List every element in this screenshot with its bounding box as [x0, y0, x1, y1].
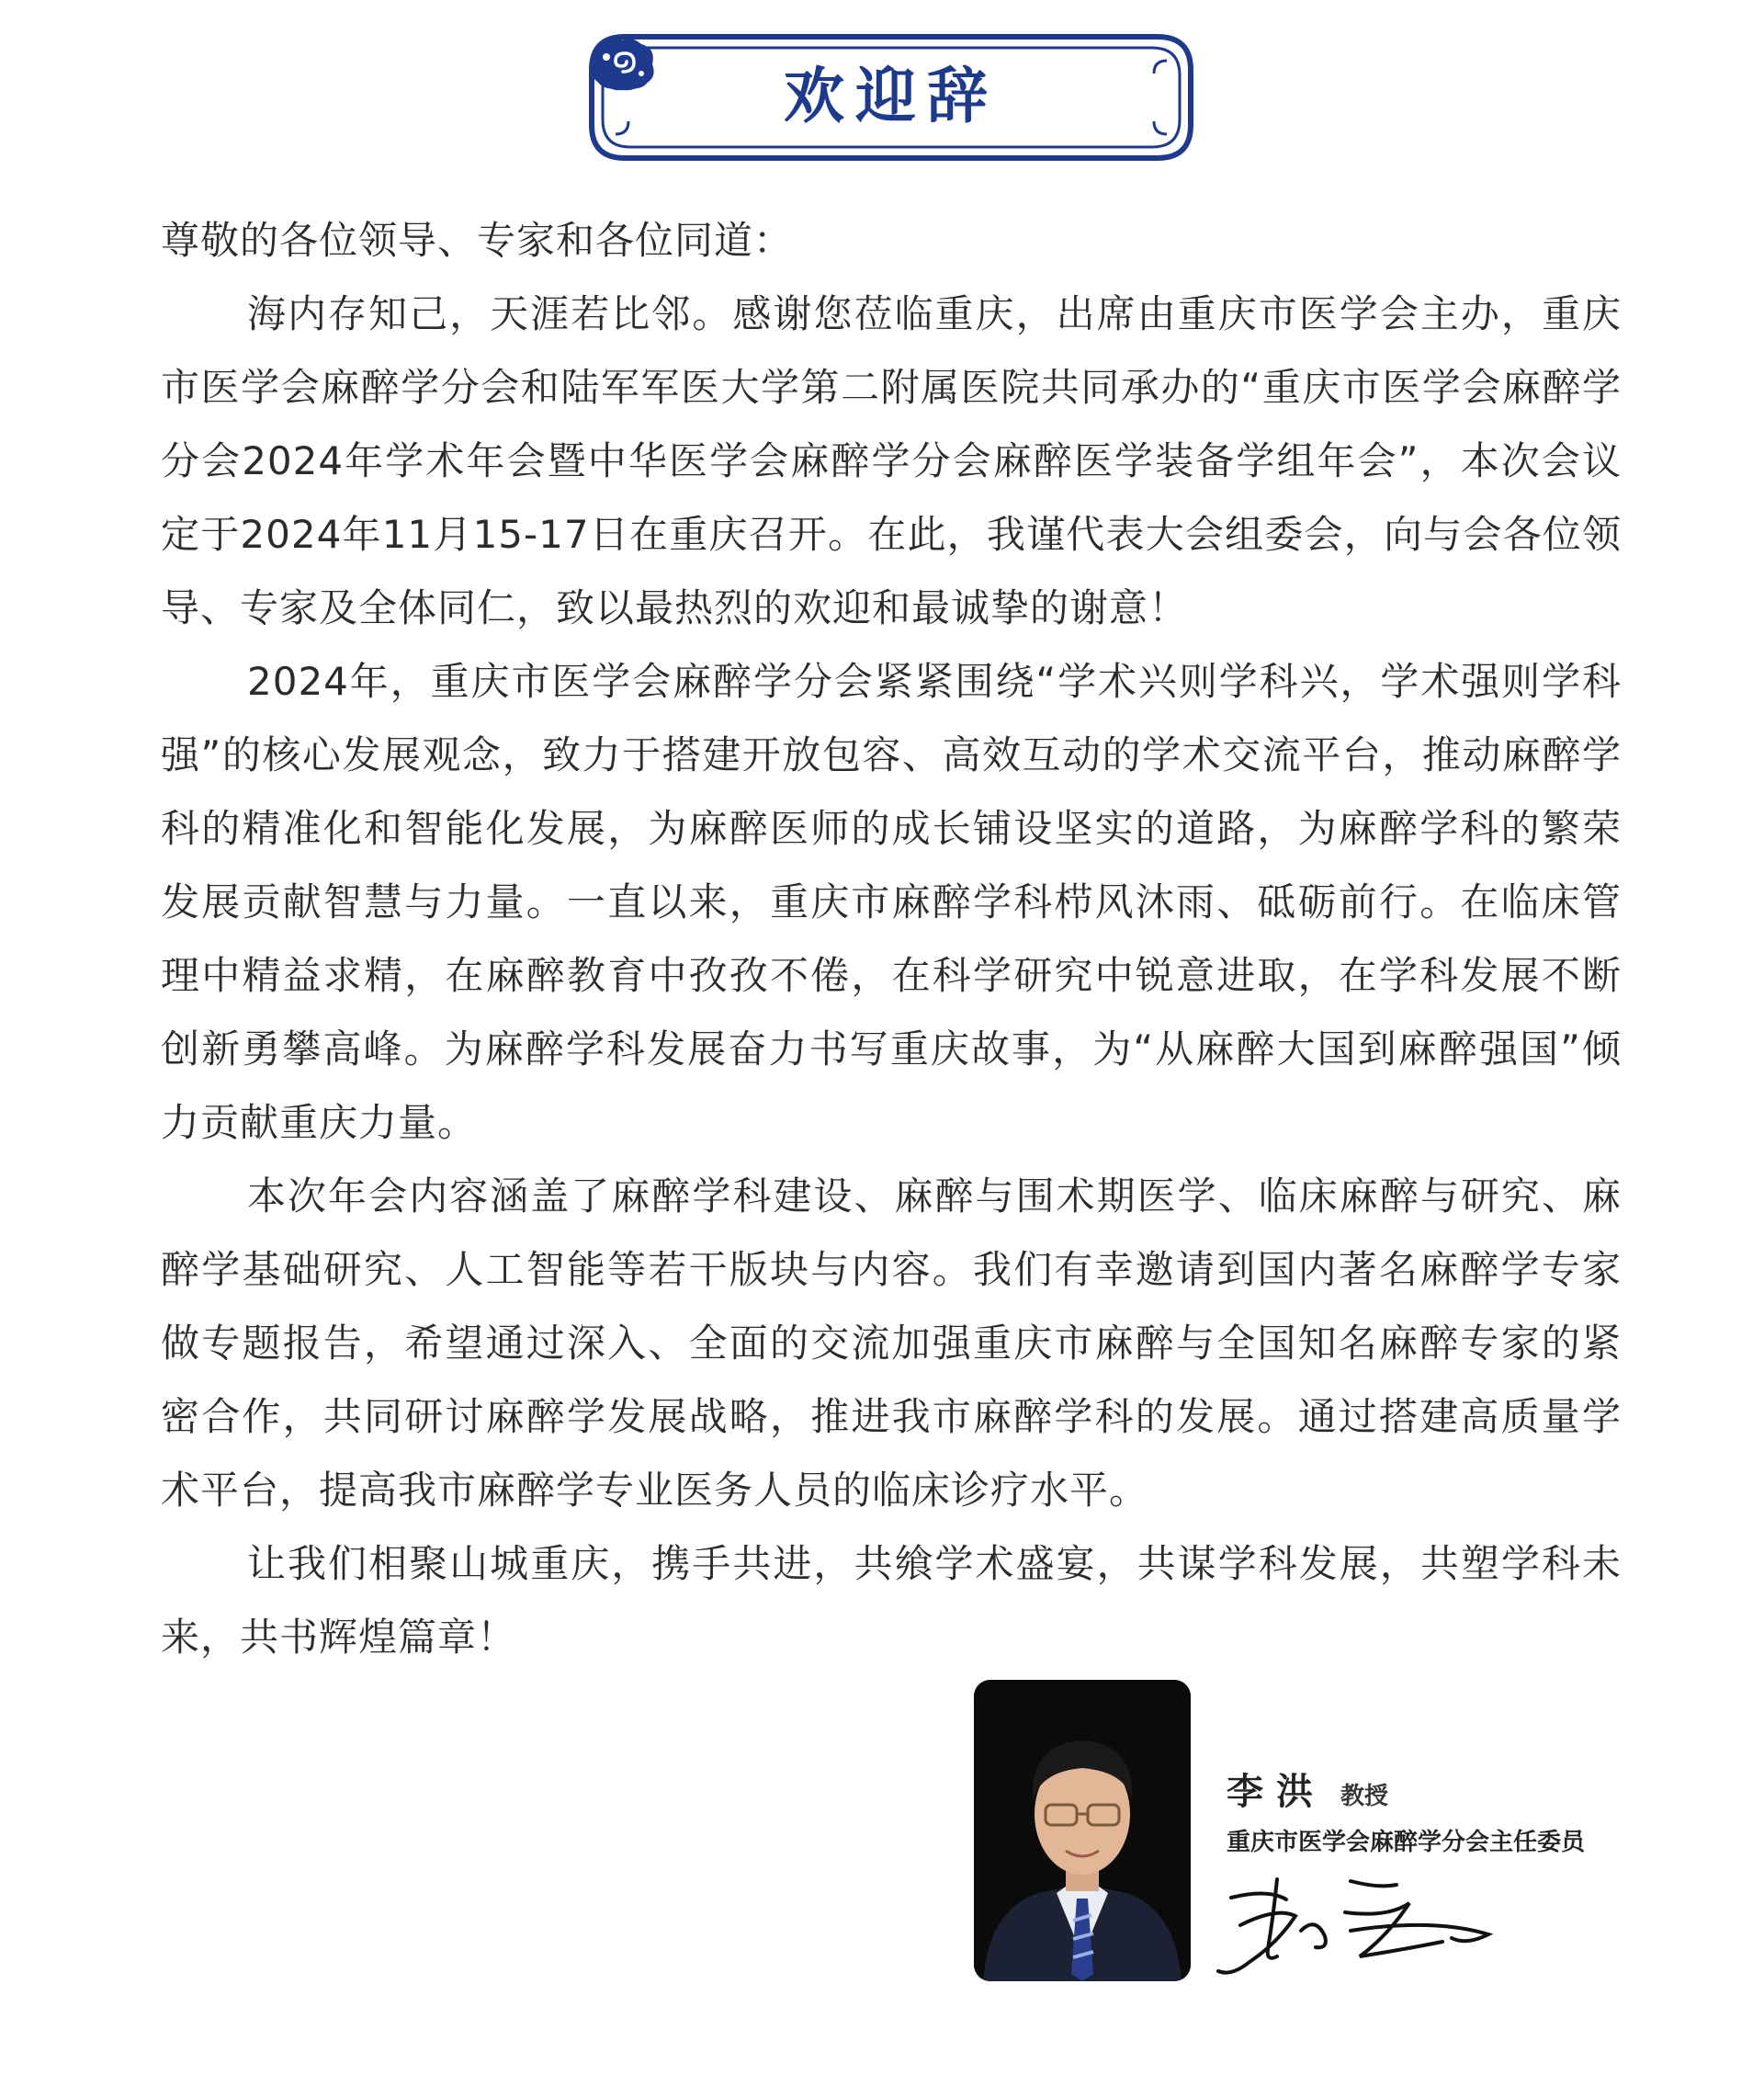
page-title: 欢迎辞 [784, 61, 999, 131]
title-banner [588, 33, 1194, 162]
paragraph-welcome: 海内存知己，天涯若比邻。感谢您莅临重庆，出席由重庆市医学会主办，重庆市医学会麻醉学分会和陆军军医大学第二附属医院共同承办的“重庆市医学会麻醉学分会2024年学术年会暨中华医学会麻醉学分会麻醉医学装备学组年会”，本次会议定于2024年11月15-17日在重庆召开。在此，我谨代表大会组委会，向与会各位领导、专家及全体同仁，致以最热烈的欢迎和最诚挚的谢意！ [161, 291, 1622, 630]
signatory-name-row [1227, 1763, 1388, 1815]
signatory-position: 重庆市医学会麻醉学分会主任委员 [1227, 1829, 1586, 1856]
salutation: 尊敬的各位领导、专家和各位同道： [161, 218, 794, 263]
paragraph-development: 2024年，重庆市医学会麻醉学分会紧紧围绕“学术兴则学科兴，学术强则学科强”的核心发展观念，致力于搭建开放包容、高效互动的学术交流平台，推动麻醉学科的精准化和智能化发展，为麻醉医师的成长铺设坚实的道路，为麻醉学科的繁荣发展贡献智慧与力量。一直以来，重庆市麻醉学科栉风沐雨、砥砺前行。在临床管理中精益求精，在麻醉教育中孜孜不倦，在科学研究中锐意进取，在学科发展不断创新勇攀高峰。为麻醉学科发展奋力书写重庆故事，为“从麻醉大国到麻醉强国”倾力贡献重庆力量。 [161, 659, 1622, 1145]
letter-body [161, 204, 1622, 1674]
paragraph-closing: 让我们相聚山城重庆，携手共进，共飨学术盛宴，共谋学科发展，共塑学科未来，共书辉煌篇章！ [161, 1541, 1622, 1660]
handwritten-signature [1213, 1861, 1507, 1990]
signatory-portrait [974, 1680, 1191, 1981]
signatory-name: 李洪 [1227, 1771, 1326, 1813]
paragraph-agenda: 本次年会内容涵盖了麻醉学科建设、麻醉与围术期医学、临床麻醉与研究、麻醉学基础研究、人工智能等若干版块与内容。我们有幸邀请到国内著名麻醉学专家做专题报告，希望通过深入、全面的交流加强重庆市麻醉与全国知名麻醉专家的紧密合作，共同研讨麻醉学发展战略，推进我市麻醉学科的发展。通过搭建高质量学术平台，提高我市麻醉学专业医务人员的临床诊疗水平。 [161, 1173, 1622, 1513]
signatory-title: 教授 [1340, 1783, 1389, 1810]
